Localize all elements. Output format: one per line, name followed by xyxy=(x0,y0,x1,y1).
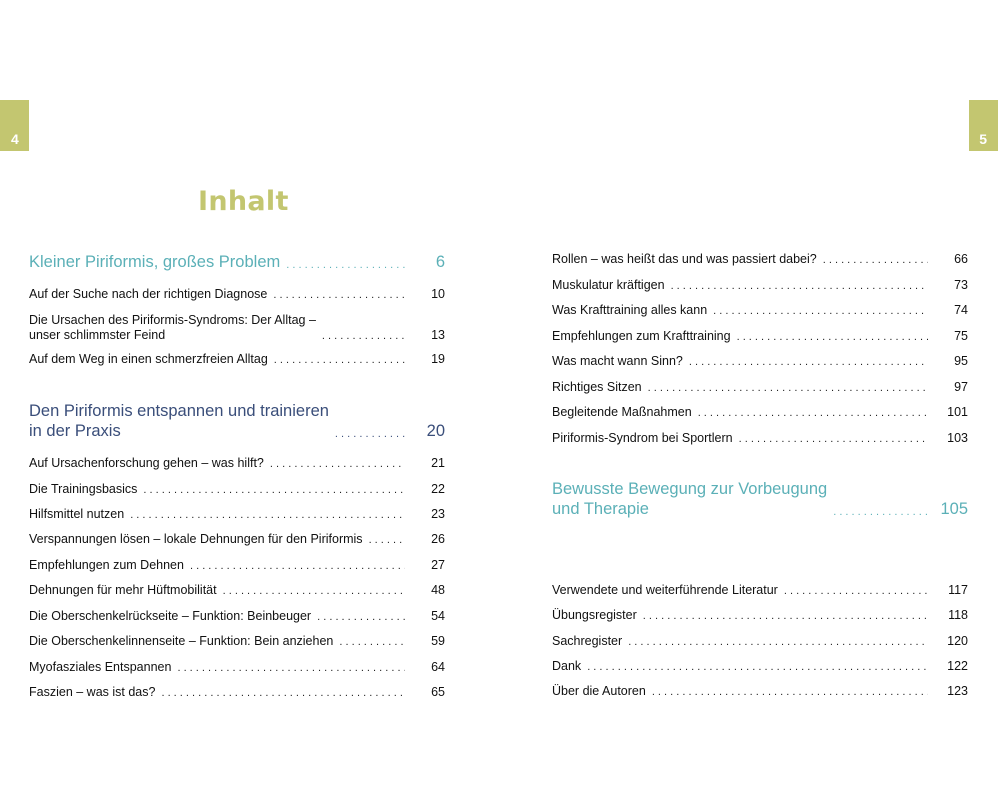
toc-entry[interactable] xyxy=(29,685,445,700)
entry-title: Dank xyxy=(552,659,582,673)
dot-leader xyxy=(273,288,405,302)
page-number-tab-right xyxy=(969,100,998,151)
entry-title: Hilfsmittel nutzen xyxy=(29,507,125,521)
entry-title: Die Trainingsbasics xyxy=(29,482,138,496)
entry-page: 118 xyxy=(948,608,968,622)
entry-title: Übungsregister xyxy=(552,608,637,622)
entry-title: Muskulatur kräftigen xyxy=(552,278,665,292)
entry-page: 66 xyxy=(954,252,968,266)
dot-leader xyxy=(587,660,928,674)
chapter-title-line1: Bewusste Bewegung zur Vorbeugung xyxy=(552,480,828,498)
dot-leader xyxy=(737,330,928,344)
entry-title: Verspannungen lösen – lokale Dehnungen für den Piriformis xyxy=(29,532,363,546)
dot-leader xyxy=(270,457,405,471)
dot-leader xyxy=(739,432,928,446)
entry-title: Empfehlungen zum Dehnen xyxy=(29,558,184,572)
entry-page: 73 xyxy=(954,278,968,292)
toc-entry[interactable] xyxy=(552,380,968,395)
toc-chapter[interactable] xyxy=(29,401,445,441)
toc-heading: Inhalt xyxy=(198,186,289,217)
entry-page: 117 xyxy=(948,583,968,597)
entry-page: 27 xyxy=(431,558,445,572)
entry-page: 123 xyxy=(947,684,968,698)
entry-title: Auf der Suche nach der richtigen Diagnose xyxy=(29,287,268,301)
dot-leader xyxy=(274,353,405,367)
toc-entry[interactable] xyxy=(29,660,445,675)
chapter-page: 20 xyxy=(426,422,445,440)
dot-leader xyxy=(823,253,928,267)
dot-leader xyxy=(648,381,928,395)
chapter-title xyxy=(29,401,329,441)
entry-page: 26 xyxy=(431,532,445,546)
entry-page: 120 xyxy=(947,634,968,648)
dot-leader xyxy=(339,635,405,649)
toc-entry[interactable] xyxy=(552,354,968,369)
toc-entry[interactable] xyxy=(552,405,968,420)
dot-leader xyxy=(286,258,405,272)
chapter-title xyxy=(552,479,827,519)
entry-title: Richtiges Sitzen xyxy=(552,380,642,394)
toc-entry[interactable] xyxy=(552,684,968,699)
entry-page: 10 xyxy=(431,287,445,301)
toc-entry[interactable] xyxy=(29,583,445,598)
entry-page: 103 xyxy=(947,431,968,445)
toc-entry[interactable] xyxy=(29,287,445,302)
dot-leader xyxy=(317,610,405,624)
entry-title: Was Krafttraining alles kann xyxy=(552,303,708,317)
toc-entry[interactable] xyxy=(29,558,445,573)
entry-title: Myofasziales Entspannen xyxy=(29,660,172,674)
toc-entry[interactable] xyxy=(29,507,445,522)
entry-page: 23 xyxy=(431,507,445,521)
dot-leader xyxy=(671,279,928,293)
entry-page: 74 xyxy=(954,303,968,317)
chapter-page: 6 xyxy=(435,253,445,271)
entry-title: Dehnungen für mehr Hüftmobilität xyxy=(29,583,217,597)
entry-title: Auf dem Weg in einen schmerzfreien Alltag xyxy=(29,352,268,366)
entry-page: 122 xyxy=(947,659,968,673)
entry-title: Die Oberschenkelinnenseite – Funktion: Bein anziehen xyxy=(29,634,334,648)
dot-leader xyxy=(369,533,405,547)
toc-entry[interactable] xyxy=(29,456,445,471)
dot-leader xyxy=(130,508,405,522)
entry-page: 13 xyxy=(431,328,445,342)
entry-title: Über die Autoren xyxy=(552,684,646,698)
page-number-left: 4 xyxy=(11,131,19,147)
chapter-title-line1: Den Piriformis entspannen und trainieren xyxy=(29,402,329,420)
entry-title-line1: Die Ursachen des Piriformis-Syndroms: Der Alltag – xyxy=(29,313,316,327)
dot-leader xyxy=(223,584,405,598)
toc-entry[interactable] xyxy=(552,303,968,318)
toc-entry[interactable] xyxy=(29,482,445,497)
dot-leader xyxy=(652,685,928,699)
dot-leader xyxy=(161,686,405,700)
dot-leader xyxy=(698,406,928,420)
toc-entry[interactable] xyxy=(552,278,968,293)
entry-title-line2: unser schlimmster Feind xyxy=(29,328,166,342)
entry-title: Rollen – was heißt das und was passiert dabei? xyxy=(552,252,817,266)
dot-leader xyxy=(143,483,405,497)
entry-title: Begleitende Maßnahmen xyxy=(552,405,692,419)
entry-title: Die Oberschenkelrückseite – Funktion: Beinbeuger xyxy=(29,609,312,623)
dot-leader xyxy=(628,635,928,649)
entry-page: 19 xyxy=(431,352,445,366)
entry-title: Faszien – was ist das? xyxy=(29,685,156,699)
entry-page: 97 xyxy=(954,380,968,394)
toc-chapter[interactable] xyxy=(29,252,445,272)
entry-page: 59 xyxy=(431,634,445,648)
entry-page: 21 xyxy=(431,456,445,470)
entry-title: Auf Ursachenforschung gehen – was hilft? xyxy=(29,456,264,470)
toc-entry[interactable] xyxy=(29,532,445,547)
toc-entry[interactable] xyxy=(29,609,445,624)
chapter-title-line2: in der Praxis xyxy=(29,422,121,440)
entry-title: Piriformis-Syndrom bei Sportlern xyxy=(552,431,733,445)
toc-entry[interactable] xyxy=(29,634,445,649)
chapter-page: 105 xyxy=(940,500,968,518)
entry-page: 54 xyxy=(431,609,445,623)
dot-leader xyxy=(322,329,405,343)
toc-entry[interactable] xyxy=(552,252,968,267)
dot-leader xyxy=(784,584,928,598)
toc-entry[interactable] xyxy=(552,634,968,649)
entry-title: Verwendete und weiterführende Literatur xyxy=(552,583,778,597)
page-number-tab-left xyxy=(0,100,29,151)
toc-entry[interactable] xyxy=(552,659,968,674)
page-number-right: 5 xyxy=(979,131,987,147)
entry-page: 48 xyxy=(431,583,445,597)
chapter-title-line2: und Therapie xyxy=(552,500,649,518)
entry-title: Was macht wann Sinn? xyxy=(552,354,683,368)
toc-entry[interactable] xyxy=(29,313,445,343)
toc-entry[interactable] xyxy=(552,431,968,446)
dot-leader xyxy=(713,304,928,318)
entry-title: Sachregister xyxy=(552,634,623,648)
entry-title: Empfehlungen zum Krafttraining xyxy=(552,329,731,343)
dot-leader xyxy=(335,427,405,441)
chapter-title: Kleiner Piriformis, großes Problem xyxy=(29,253,281,271)
toc-entry[interactable] xyxy=(552,608,968,623)
toc-entry[interactable] xyxy=(29,352,445,367)
dot-leader xyxy=(177,661,405,675)
entry-page: 101 xyxy=(947,405,968,419)
entry-title xyxy=(29,313,316,343)
entry-page: 75 xyxy=(954,329,968,343)
dot-leader xyxy=(643,609,928,623)
toc-entry[interactable] xyxy=(552,329,968,344)
toc-chapter[interactable] xyxy=(552,479,968,519)
dot-leader xyxy=(689,355,928,369)
entry-page: 64 xyxy=(431,660,445,674)
dot-leader xyxy=(190,559,405,573)
entry-page: 95 xyxy=(954,354,968,368)
entry-page: 65 xyxy=(431,685,445,699)
entry-page: 22 xyxy=(431,482,445,496)
toc-entry[interactable] xyxy=(552,583,968,598)
dot-leader xyxy=(833,505,928,519)
